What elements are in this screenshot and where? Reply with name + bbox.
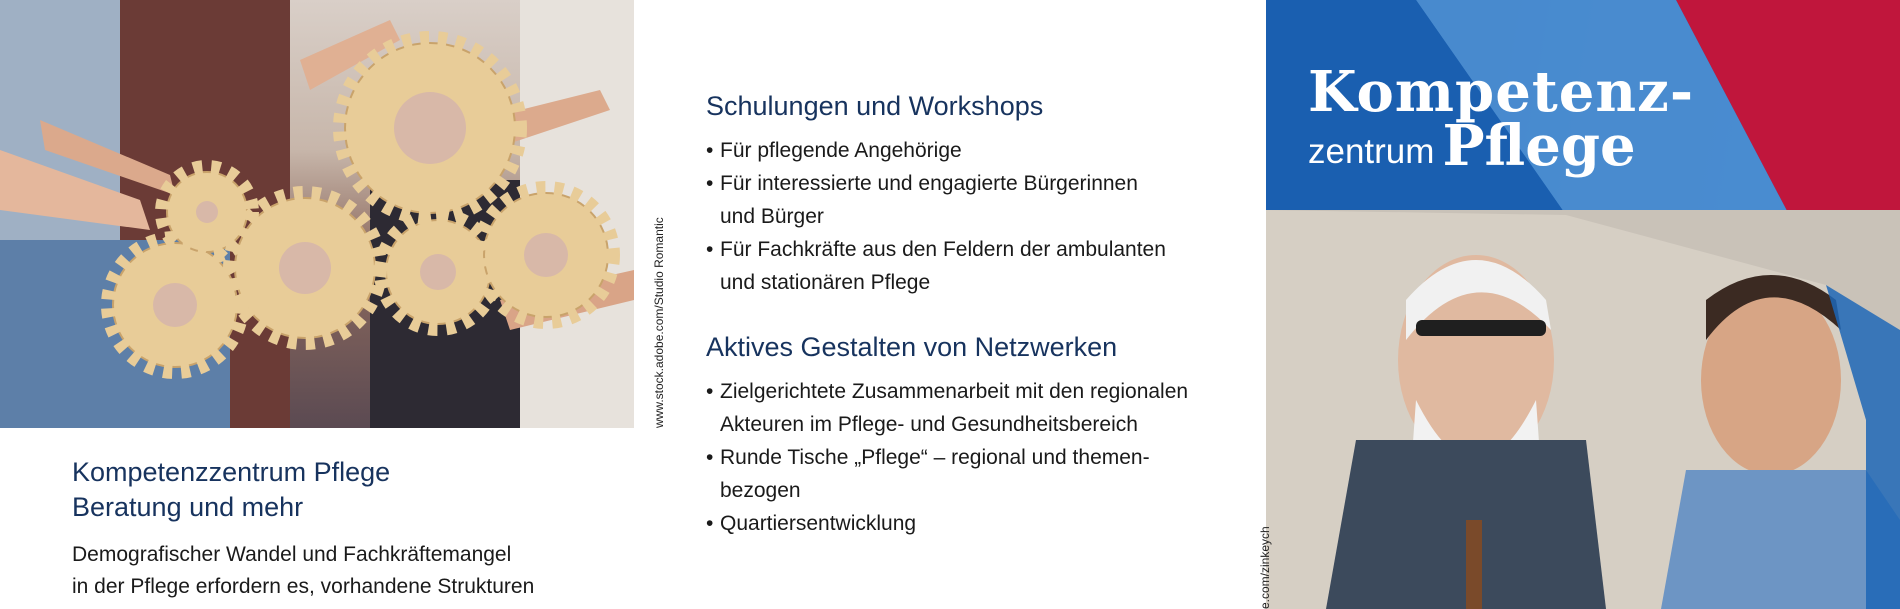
network-heading: Aktives Gestalten von Netzwerken [706,332,1118,362]
intro-body-line1: Demografischer Wandel und Fachkräftemangel [72,543,512,566]
photo-credit-right-text: e.com/zinkeych [1258,526,1272,609]
training-heading: Schulungen und Workshops [706,91,1044,121]
training-item: • Für interessierte und engagierte Bürgerinnen [706,167,1266,200]
services-column [706,88,1266,540]
gears-illustration [0,0,634,428]
network-item-continuation: bezogen [720,479,801,502]
logo-row [1308,113,1694,179]
photo-credit-right [1245,505,1272,609]
photo-credit-left [639,200,666,428]
photo-credit-left-text: www.stock.adobe.com/Studio Romantic [652,217,666,428]
training-list [706,134,1266,299]
gears-photo [0,0,634,428]
network-item: • Runde Tische „Pflege“ – regional und themen- [706,441,1266,474]
network-item-continuation: Akteuren im Pflege- und Gesundheitsbereich [720,413,1138,436]
intro-section [72,455,592,603]
training-item: • Für pflegende Angehörige [706,134,1266,167]
training-item-continuation: und stationären Pflege [720,271,931,294]
network-item: • Zielgerichtete Zusammenarbeit mit den regionalen [706,375,1266,408]
intro-body-line2: in der Pflege erfordern es, vorhandene Strukturen [72,575,535,598]
intro-title-line2: Beratung und mehr [72,492,304,522]
logo-line2: Pflege [1442,113,1636,179]
network-list [706,375,1266,540]
logo-line1: Kompetenz- [1308,59,1695,125]
intro-title [72,455,592,525]
training-item: • Für Fachkräfte aus den Feldern der ambulanten [706,233,1266,266]
network-item: • Quartiersentwicklung [706,507,1266,540]
logo-small-word: zentrum [1308,132,1435,171]
training-item-continuation: und Bürger [720,205,824,228]
intro-title-line1: Kompetenzzentrum Pflege [72,457,391,487]
cover-logo [1308,59,1695,179]
intro-body [72,539,592,603]
cover-panel [1266,0,1900,609]
